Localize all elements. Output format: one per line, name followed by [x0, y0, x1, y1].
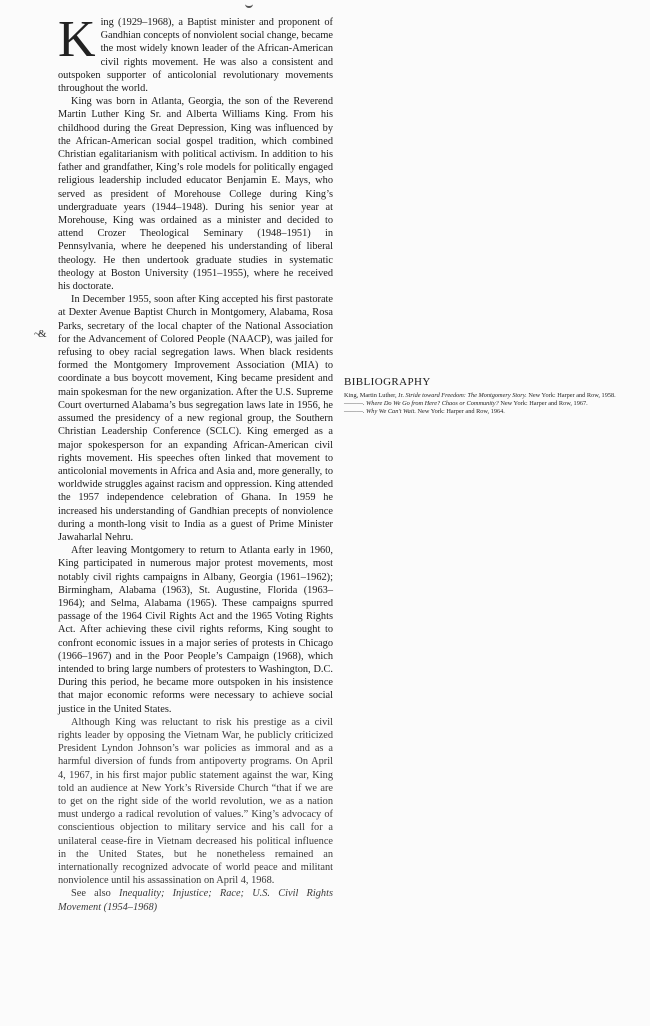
- article-body: [58, 11, 334, 914]
- paragraph-montgomery: In December 1955, soon after King accepted his first pastorate at Dexter Avenue Baptist Church in Montgomery, Alabama, Rosa Parks, secretary of the local chapter of the National Association for the Advancement of Colored People (NAACP), was jailed for refusing to obey racial segregation laws. When black residents formed the Montgomery Improvement Association (MIA) to coordinate a bus boycott movement, King became president and main spokesman for the new organization. After the U.S. Supreme Court overturned Alabama’s bus segregation laws late in 1956, he assumed the presidency of a new regional group, the Southern Christian Leadership Conference (SCLC). King emerged as a major spokesperson for an expanding African-American civil rights movement. His speeches often linked that movement to anticolonial movements in Africa and Asia and, more generally, to worldwide struggles against racism and oppression. King attended the 1957 independence celebration of Ghana. In 1959 he increased his understanding of Gandhian precepts of nonviolence during a month-long visit to India as a guest of Prime Minister Jawaharlal Nehru.: [58, 294, 334, 543]
- entry-author: King, Martin Luther, Jr.: [344, 392, 406, 399]
- bibliography-entry: [344, 408, 646, 416]
- paragraph-text: ing (1929–1968), a Baptist minister and proponent of Gandhian concepts of nonviolent social change, became the most widely known leader of the African-American civil rights movement. He was also a consistent and outspoken supporter of anticolonial revolutionary movements throughout the world.: [58, 17, 333, 95]
- entry-title: Where Do We Go from Here? Chaos or Community?: [366, 400, 499, 408]
- bibliography-entry: [344, 392, 646, 400]
- entry-title: Stride toward Freedom: The Montgomery Story.: [405, 392, 527, 399]
- see-also: [58, 887, 333, 913]
- paragraph-vietnam: Although King was reluctant to risk his prestige as a civil rights leader by opposing the Vietnam War, he publicly criticized President Lyndon Johnson’s war policies as immoral and as a harmful diversion of funds from antipoverty programs. On April 4, 1967, in his first major public statement against the war, King told an audience at New York’s Riverside Church “that if we are to get on the right side of the world revolution, we as a nation must undergo a radical revolution of values.” King’s advocacy of conscientious objection to military service and his call for a unilateral cease-fire in Vietnam decreased his political influence in the United States, but he nonetheless remained an internationally recognized advocate of world peace and militant nonviolence until his assassination on April 4, 1968.: [58, 716, 333, 887]
- entry-author: ———.: [344, 400, 367, 408]
- see-also-topics: Inequality; Injustice; Race; U.S. Civil Rights Movement (1954–1968): [58, 888, 333, 913]
- scan-mark: [245, 2, 253, 8]
- entry-publisher: New York: Harper and Row, 1967.: [498, 400, 588, 408]
- entry-publisher: New York: Harper and Row, 1964.: [415, 408, 505, 416]
- entry-publisher: New York: Harper and Row, 1958.: [526, 392, 616, 399]
- paragraph-intro: [58, 11, 333, 95]
- bibliography: [344, 376, 646, 417]
- bibliography-entry: [344, 400, 646, 408]
- margin-scribble: ~&: [34, 328, 45, 340]
- see-also-label: See also: [71, 888, 120, 900]
- paragraph-early-life: King was born in Atlanta, Georgia, the son of the Reverend Martin Luther King Sr. and Alberta Williams King. From his childhood during the Great Depression, King was influenced by the African-American social gospel tradition, which combined Christian egalitarianism with political activism. In addition to his father and grandfather, King’s role models for politically engaged religious leadership included educator Benjamin E. Mays, who served as president of Morehouse College during King’s undergraduate years (1944–1948). During his senior year at Morehouse, King was ordained as a minister and decided to attend Crozer Theological Seminary (1948–1951) in Pennsylvania, where he deepened his understanding of liberal theology. He then undertook graduate studies in systematic theology at Boston University (1951–1955), where he received his doctorate.: [58, 96, 333, 293]
- paragraph-campaigns: After leaving Montgomery to return to Atlanta early in 1960, King participated in numerous major protest movements, most notably civil rights campaigns in Albany, Georgia (1961–1962); Birmingham, Alabama (1963), St. Augustine, Florida (1963–1964); and Selma, Alabama (1965). These campaigns spurred passage of the 1964 Civil Rights Act and the 1965 Voting Rights Act. After achieving these civil rights reforms, King sought to confront economic issues in a major series of protests in Chicago (1966–1967) and in the Poor People’s Campaign (1968), which intended to bring large numbers of protesters to Washington, D.C. During this period, he became more outspoken in his insistence that major economic reforms were necessary to achieve social justice in the United States.: [58, 545, 333, 715]
- bibliography-title: BIBLIOGRAPHY: [344, 376, 431, 388]
- drop-cap: K: [58, 11, 96, 68]
- entry-author: ———.: [344, 408, 367, 416]
- entry-title: Why We Can't Wait.: [366, 408, 416, 416]
